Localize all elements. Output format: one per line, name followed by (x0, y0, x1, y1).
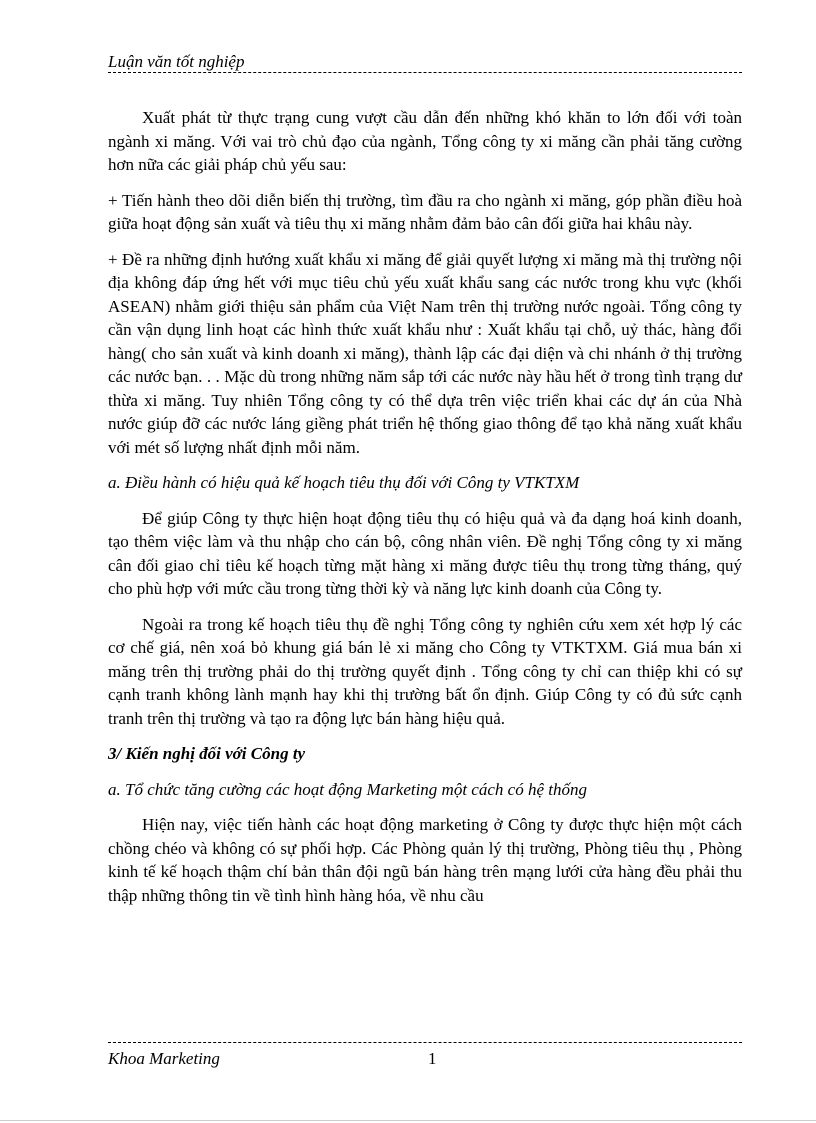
page-footer (108, 1042, 742, 1073)
bottom-divider (0, 1120, 816, 1121)
paragraph-intro: Xuất phát từ thực trạng cung vượt cầu dẫn đến những khó khăn to lớn đối với toàn ngành xi măng. Với vai trò chủ đạo của ngành, Tổng công ty xi măng cần phải tăng cường hơn nữa các giải pháp chủ yếu sau: (108, 108, 742, 174)
section-heading-company: 3/ Kiến nghị đối với Công ty (108, 744, 306, 763)
subheading-sales-plan: a. Điều hành có hiệu quả kế hoạch tiêu thụ đối với Công ty VTKTXM (108, 473, 580, 492)
paragraph-pricing: Ngoài ra trong kế hoạch tiêu thụ đề nghị Tổng công ty nghiên cứu xem xét hợp lý các cơ chế giá, nên xoá bỏ khung giá bán lẻ xi măng cho Công ty VTKTXM. Giá mua bán xi măng trên thị trường phải do thị trường quyết định . Tổng công ty chỉ can thiệp khi có sự cạnh tranh không lành mạnh hay khi thị trường bất ổn định. Giúp Công ty có đủ sức cạnh tranh trên thị trường và tạo ra động lực bán hàng hiệu quả. (108, 614, 742, 728)
paragraph-bullet-market: + Tiến hành theo dõi diễn biến thị trường, tìm đầu ra cho ngành xi măng, góp phần điều hoà giữa hoạt động sản xuất và tiêu thụ xi măng nhằm đảm bảo cân đối giữa hai khâu này. (108, 190, 742, 233)
subheading-marketing: a. Tổ chức tăng cường các hoạt động Marketing một cách có hệ thống (108, 779, 587, 799)
header-title: Luận văn tốt nghiệp (108, 52, 245, 71)
paragraph-marketing: Hiện nay, việc tiến hành các hoạt động marketing ở Công ty được thực hiện một cách chồng chéo và không có sự phối hợp. Các Phòng quản lý thị trường, Phòng tiêu thụ , Phòng kinh tế kế hoạch thậm chí bản thân đội ngũ bán hàng trên mạng lưới cửa hàng đều phải thu thập những thông tin về tình hình hàng hóa, về nhu cầu (108, 815, 742, 905)
footer-label: Khoa Marketing (108, 1049, 220, 1068)
page-header (108, 52, 742, 73)
page-number: 1 (428, 1049, 437, 1068)
page-body (108, 106, 742, 919)
paragraph-bullet-export: + Đề ra những định hướng xuất khẩu xi măng để giải quyết lượng xi măng mà thị trường nội địa không đáp ứng hết với mục tiêu chủ yếu xuất khẩu sang các nước trong khu vực (khối ASEAN) nhằm giới thiệu sản phẩm của Việt Nam trên thị trường nước ngoài. Tổng công ty cần vận dụng linh hoạt các hình thức xuất khẩu như : Xuất khẩu tại chỗ, uỷ thác, hàng đổi hàng( cho sản xuất và kinh doanh xi măng), thành lập các đại diện và chi nhánh ở thị trường các nước bạn. . . Mặc dù trong những năm sắp tới các nước này hầu hết ở trong tình trạng dư thừa xi măng. Tuy nhiên Tổng công ty có thể dựa trên việc triển khai các dự án của Nhà nước giúp đỡ các nước láng giềng phát triển hệ thống giao thông để tạo khả năng xuất khẩu với mét số lượng nhất định mỗi năm. (108, 249, 742, 457)
paragraph-sales-plan: Để giúp Công ty thực hiện hoạt động tiêu thụ có hiệu quả và đa dạng hoá kinh doanh, tạo thêm việc làm và thu nhập cho cán bộ, công nhân viên. Đề nghị Tổng công ty xi măng cân đối giao chỉ tiêu kế hoạch từng mặt hàng xi măng được tiêu thụ trong từng tháng, quý cho phù hợp với mức cầu trong từng thời kỳ và năng lực kinh doanh của Công ty. (108, 508, 742, 598)
